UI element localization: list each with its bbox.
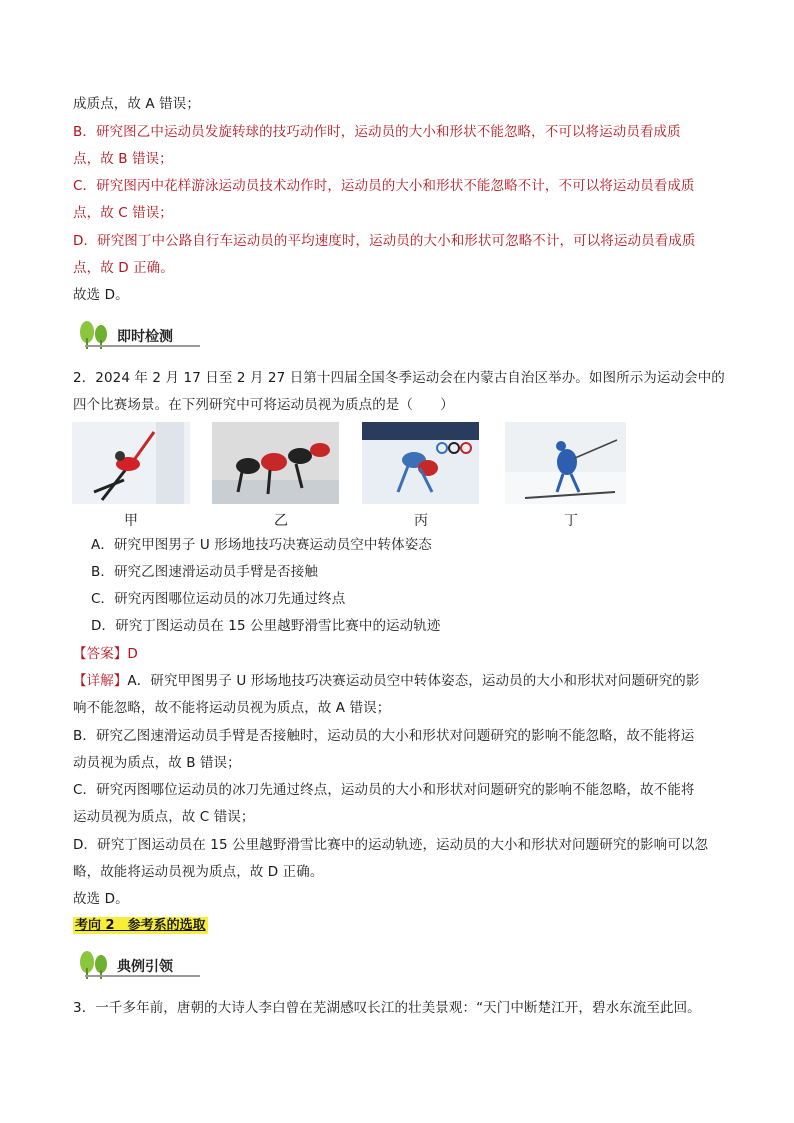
photo-caption: 丙 xyxy=(414,513,428,529)
section-title: 即时检测 xyxy=(117,329,173,345)
section-heading-instant-check xyxy=(75,320,200,350)
option-d: D．研究丁图运动员在 15 公里越野滑雪比赛中的运动轨迹 xyxy=(91,618,441,634)
photo-bing-short-track xyxy=(362,422,479,504)
prev-solution-line: D．研究图丁中公路自行车运动员的平均速度时，运动员的大小和形状可忽略不计，可以将运动员看成质 xyxy=(73,233,696,249)
question-stem: 四个比赛场景。在下列研究中可将运动员视为质点的是（ ） xyxy=(73,397,454,413)
detail-line: 响不能忽略，故不能将运动员视为质点，故 A 错误； xyxy=(73,700,391,716)
detail-label: 【详解】 xyxy=(73,673,128,689)
detail-line: 运动员视为质点，故 C 错误； xyxy=(73,809,255,825)
prev-solution-line: 点，故 D 正确。 xyxy=(73,260,174,276)
section-heading-example xyxy=(75,950,200,980)
detail-line: C．研究丙图哪位运动员的冰刀先通过终点，运动员的大小和形状对问题研究的影响不能忽略，故不能将 xyxy=(73,782,695,798)
prev-solution-line: 点，故 B 错误； xyxy=(73,151,173,167)
detail-line: D．研究丁图运动员在 15 公里越野滑雪比赛中的运动轨迹，运动员的大小和形状对问题研究的影响可以忽 xyxy=(73,837,709,853)
detail-line: 故选 D。 xyxy=(73,891,129,907)
photo-ding-cross-country xyxy=(505,422,626,504)
option-b: B．研究乙图速滑运动员手臂是否接触 xyxy=(91,564,318,580)
prev-solution-line: 成质点，故 A 错误； xyxy=(73,96,200,112)
photo-caption: 乙 xyxy=(274,513,288,529)
answer-value: D xyxy=(127,646,138,662)
answer-label: 【答案】 xyxy=(73,646,128,662)
detail-line xyxy=(73,671,700,691)
photo-yi-speed-skating xyxy=(212,422,339,504)
prev-solution-line: B．研究图乙中运动员发旋转球的技巧动作时，运动员的大小和形状不能忽略，不可以将运动员看成质 xyxy=(73,124,681,140)
detail-text: A．研究甲图男子 U 形场地技巧决赛运动员空中转体姿态，运动员的大小和形状对问题研究的影 xyxy=(127,673,700,689)
detail-line: 略，故能将运动员视为质点，故 D 正确。 xyxy=(73,864,324,880)
option-c: C．研究丙图哪位运动员的冰刀先通过终点 xyxy=(91,591,346,607)
prev-solution-line: C．研究图丙中花样游泳运动员技术动作时，运动员的大小和形状不能忽略不计，不可以将运动员看成质 xyxy=(73,178,695,194)
option-a: A．研究甲图男子 U 形场地技巧决赛运动员空中转体姿态 xyxy=(91,537,432,553)
detail-line: B．研究乙图速滑运动员手臂是否接触时，运动员的大小和形状对问题研究的影响不能忽略，故不能将运 xyxy=(73,728,695,744)
topic-label-highlight: 考向 2 参考系的选取 xyxy=(75,918,206,933)
photo-caption: 甲 xyxy=(124,513,138,529)
photo-jia-halfpipe xyxy=(72,422,190,504)
prev-solution-line: 点，故 C 错误； xyxy=(73,205,173,221)
question-stem: 3．一千多年前，唐朝的大诗人李白曾在芜湖感叹长江的壮美景观：“天门中断楚江开，碧水东流至此回。 xyxy=(73,1000,701,1016)
prev-solution-line: 故选 D。 xyxy=(73,287,129,303)
section-title: 典例引领 xyxy=(117,959,173,975)
photo-caption: 丁 xyxy=(564,513,578,529)
answer-line xyxy=(73,644,138,664)
question-stem: 2．2024 年 2 月 17 日至 2 月 27 日第十四届全国冬季运动会在内蒙古自治区举办。如图所示为运动会中的 xyxy=(73,370,725,386)
detail-line: 动员视为质点，故 B 错误； xyxy=(73,755,241,771)
